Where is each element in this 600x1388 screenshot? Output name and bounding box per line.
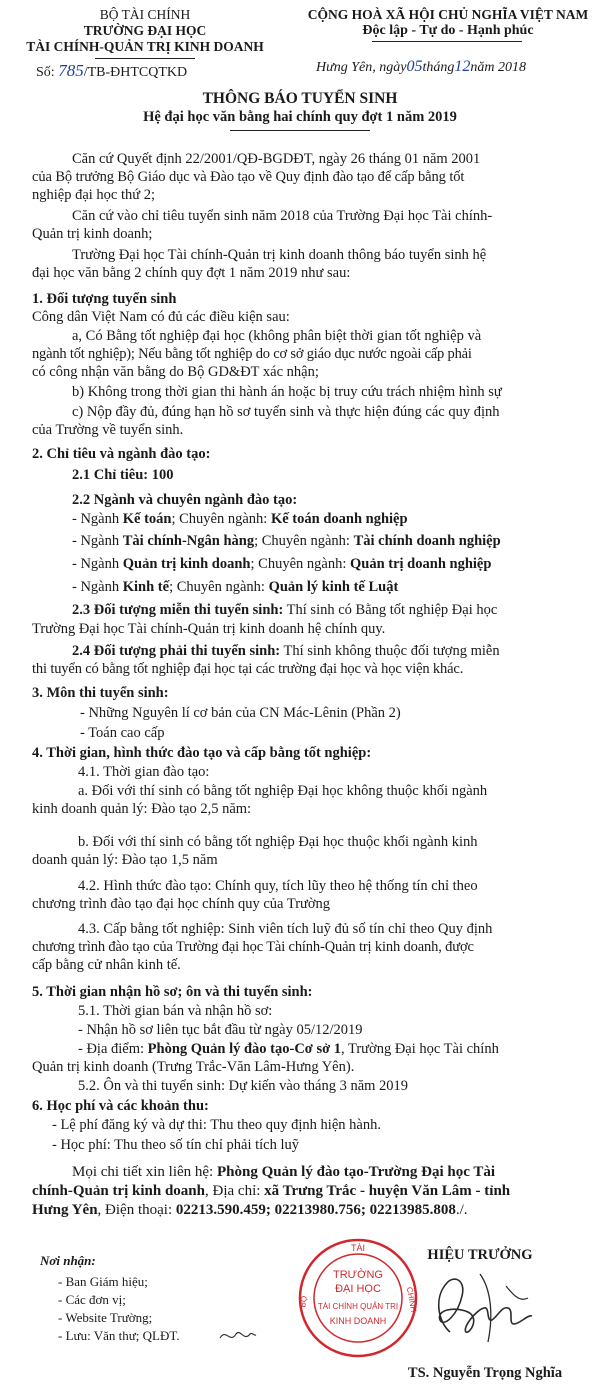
major-prefix: - Ngành xyxy=(72,511,123,527)
seal-line-1: TRƯỜNG xyxy=(333,1269,383,1281)
fee-item: - Học phí: Thu theo số tín chỉ phải tích luỹ xyxy=(52,1137,300,1153)
contact-address-label: , Địa chỉ: xyxy=(205,1183,265,1199)
document-number xyxy=(36,62,187,82)
specialization-name: Quản trị doanh nghiệp xyxy=(349,556,492,572)
preamble-line: Trường Đại học Tài chính-Quản trị kinh doanh thông báo tuyển sinh hệ xyxy=(72,247,487,263)
preamble-line: Căn cứ vào chỉ tiêu tuyển sinh năm 2018 của Trường Đại học Tài chính- xyxy=(72,208,493,224)
specialization-name: Kế toán doanh nghiệp xyxy=(270,511,408,527)
majors-heading: 2.2 Ngành và chuyên ngành đào tạo: xyxy=(72,492,298,508)
exam-subject: - Những Nguyên lí cơ bản của CN Mác-Lênin (Phần 2) xyxy=(80,705,401,721)
contact-address: xã Trưng Trắc - huyện Văn Lâm - tỉnh xyxy=(264,1183,511,1199)
nation-name: CỘNG HOÀ XÃ HỘI CHỦ NGHĨA VIỆT NAM xyxy=(307,7,589,22)
number-value: 785 xyxy=(58,61,84,80)
exempt-text: Thí sinh có Bằng tốt nghiệp Đại học xyxy=(283,602,498,618)
application-place-2: Quản trị kinh doanh (Trưng Trắc-Văn Lâm-Hưng Yên). xyxy=(32,1059,355,1075)
major-mid: ; Chuyên ngành: xyxy=(171,511,271,527)
major-item xyxy=(72,578,398,596)
official-seal xyxy=(296,1236,420,1360)
major-item xyxy=(72,532,501,550)
issue-date xyxy=(316,58,526,77)
condition-a-line: có công nhận văn bằng do Bộ GD&ĐT xác nhận; xyxy=(32,364,319,380)
training-form-line: chương trình đào tạo đại học chính quy của Trường xyxy=(32,896,331,912)
application-place xyxy=(78,1040,499,1058)
ministry-name: BỘ TÀI CHÍNH xyxy=(99,7,191,22)
seal-line-2: ĐẠI HỌC xyxy=(335,1283,381,1295)
section-1-heading: 1. Đối tượng tuyển sinh xyxy=(32,291,177,307)
major-mid: ; Chuyên ngành: xyxy=(169,579,269,595)
major-prefix: - Ngành xyxy=(72,533,123,549)
exempt-line-2: Trường Đại học Tài chính-Quản trị kinh doanh hệ chính quy. xyxy=(32,621,386,637)
preamble-line: đại học văn bằng 2 chính quy đợt 1 năm 2019 như sau: xyxy=(32,265,351,281)
initials-mark xyxy=(218,1326,258,1346)
header-left-underline xyxy=(95,58,195,59)
contact-line-1 xyxy=(72,1163,495,1181)
handwritten-signature xyxy=(410,1262,560,1354)
date-suffix: năm 2018 xyxy=(470,60,526,75)
section-1-intro: Công dân Việt Nam có đủ các điều kiện sau: xyxy=(32,309,290,325)
application-time: 5.1. Thời gian bán và nhận hồ sơ: xyxy=(78,1003,273,1019)
exam-text: Thí sinh không thuộc đối tượng miễn xyxy=(280,643,500,659)
major-name: Tài chính-Ngân hàng xyxy=(122,533,255,549)
major-prefix: - Ngành xyxy=(72,556,123,572)
date-mid: tháng xyxy=(422,60,455,75)
section-5-heading: 5. Thời gian nhận hồ sơ; ôn và thi tuyển sinh: xyxy=(32,984,313,1000)
condition-c-line: của Trường về tuyển sinh. xyxy=(32,422,184,438)
training-form-line: 4.2. Hình thức đào tạo: Chính quy, tích lũy theo hệ thống tín chỉ theo xyxy=(78,878,478,894)
seal-top: TÀI xyxy=(350,1243,366,1253)
contact-prefix: Mọi chi tiết xin liên hệ: xyxy=(72,1164,217,1180)
exam-line-2: thi tuyển có bằng tốt nghiệp đại học tại các trường đại học và học viện khác. xyxy=(32,661,464,677)
major-name: Quản trị kinh doanh xyxy=(122,556,251,572)
recipient-item: - Website Trường; xyxy=(58,1310,153,1325)
condition-a-line: a, Có Bằng tốt nghiệp đại học (không phân biệt thời gian tốt nghiệp và xyxy=(72,328,482,344)
contact-end: ./. xyxy=(455,1202,468,1218)
signer-name: TS. Nguyễn Trọng Nghĩa xyxy=(407,1365,563,1381)
major-prefix: - Ngành xyxy=(72,579,123,595)
condition-b: b) Không trong thời gian thi hành án hoặc bị truy cứu trách nhiệm hình sự xyxy=(72,384,502,400)
major-mid: ; Chuyên ngành: xyxy=(250,556,350,572)
school-name-line2: TÀI CHÍNH-QUẢN TRỊ KINH DOANH xyxy=(26,39,264,54)
recipient-item: - Các đơn vị; xyxy=(58,1292,126,1307)
training-a-line: kinh doanh quản lý: Đào tạo 2,5 năm: xyxy=(32,801,252,817)
place-office: Phòng Quản lý đào tạo-Cơ sở 1 xyxy=(147,1041,341,1057)
training-b-line: doanh quản lý: Đào tạo 1,5 năm xyxy=(32,852,218,868)
training-a-line: a. Đối với thí sinh có bằng tốt nghiệp Đại học không thuộc khối ngành xyxy=(78,783,488,799)
degree-line: 4.3. Cấp bằng tốt nghiệp: Sinh viên tích luỹ đủ số tín chỉ theo Quy định xyxy=(78,921,493,937)
date-day: 05 xyxy=(406,58,423,75)
date-prefix: Hưng Yên, ngày xyxy=(316,60,407,75)
degree-line: cấp bằng cử nhân kinh tế. xyxy=(32,957,181,973)
preamble-line: Quản trị kinh doanh; xyxy=(32,226,153,242)
preamble-line: Căn cứ Quyết định 22/2001/QĐ-BGDĐT, ngày 26 tháng 01 năm 2001 xyxy=(72,151,481,167)
section-4-heading: 4. Thời gian, hình thức đào tạo và cấp bằng tốt nghiệp: xyxy=(32,745,372,761)
condition-c-line: c) Nộp đầy đủ, đúng hạn hồ sơ tuyển sinh và thực hiện đúng các quy định xyxy=(72,404,500,420)
seal-right: CHÍNH xyxy=(404,1286,419,1313)
signer-role: HIỆU TRƯỞNG xyxy=(427,1247,533,1263)
school-name-line1: TRƯỜNG ĐẠI HỌC xyxy=(83,23,207,38)
contact-line-3 xyxy=(32,1201,468,1219)
national-motto: Độc lập - Tự do - Hạnh phúc xyxy=(362,23,534,38)
recipient-item: - Lưu: Văn thư; QLĐT. xyxy=(58,1328,180,1343)
section-2-heading: 2. Chỉ tiêu và ngành đào tạo: xyxy=(32,446,211,462)
major-mid: ; Chuyên ngành: xyxy=(254,533,354,549)
exam-schedule: 5.2. Ôn và thi tuyển sinh: Dự kiến vào tháng 3 năm 2019 xyxy=(78,1078,409,1094)
place-rest: , Trường Đại học Tài chính xyxy=(341,1041,499,1057)
section-6-heading: 6. Học phí và các khoản thu: xyxy=(32,1098,209,1114)
specialization-name: Tài chính doanh nghiệp xyxy=(353,533,501,549)
recipient-item: - Ban Giám hiệu; xyxy=(58,1274,148,1289)
contact-phone-label: , Điện thoại: xyxy=(97,1202,176,1218)
contact-phones: 02213.590.459; 02213980.756; 02213985.808 xyxy=(175,1202,456,1218)
major-name: Kế toán xyxy=(122,511,172,527)
degree-line: chương trình đào tạo của Trường đại học Tài chính-Quản trị kinh doanh, được xyxy=(32,939,474,955)
preamble-line: của Bộ trưởng Bộ Giáo dục và Đào tạo về Quy định đào tạo để cấp bằng tốt xyxy=(32,169,465,185)
seal-line-4: KINH DOANH xyxy=(329,1316,387,1326)
exam-subject: - Toán cao cấp xyxy=(80,725,165,741)
motto-underline xyxy=(372,41,522,42)
major-item xyxy=(72,510,408,528)
contact-office: Phòng Quản lý đào tạo-Trường Đại học Tài xyxy=(216,1164,496,1180)
major-name: Kinh tế xyxy=(122,579,170,595)
number-prefix: Số: xyxy=(36,65,55,80)
exam-line xyxy=(72,642,500,660)
quota: 2.1 Chỉ tiêu: 100 xyxy=(72,467,174,483)
contact-line-2 xyxy=(32,1182,510,1200)
exempt-label: 2.3 Đối tượng miễn thi tuyển sinh: xyxy=(72,602,284,618)
exempt-line xyxy=(72,601,497,619)
receive-date: - Nhận hồ sơ liên tục bắt đầu từ ngày 05/12/2019 xyxy=(78,1022,363,1038)
contact-province: Hưng Yên xyxy=(32,1202,98,1218)
condition-a-line: ngành tốt nghiệp); Nếu bằng tốt nghiệp do cơ sở giáo dục nước ngoài cấp phải xyxy=(32,346,472,362)
training-b-line: b. Đối với thí sinh có bằng tốt nghiệp Đại học thuộc khối ngành kinh xyxy=(78,834,478,850)
exam-label: 2.4 Đối tượng phải thi tuyển sinh: xyxy=(72,643,281,659)
section-3-heading: 3. Môn thi tuyển sinh: xyxy=(32,685,169,701)
date-month: 12 xyxy=(454,58,471,75)
place-prefix: - Địa điểm: xyxy=(78,1041,148,1057)
title-underline xyxy=(230,130,370,131)
major-item xyxy=(72,555,491,573)
training-time: 4.1. Thời gian đào tạo: xyxy=(78,764,210,780)
fee-item: - Lệ phí đăng ký và dự thi: Thu theo quy định hiện hành. xyxy=(52,1117,381,1133)
recipients-heading: Nơi nhận: xyxy=(40,1253,96,1268)
seal-left: BỘ xyxy=(298,1295,309,1309)
document-subtitle: Hệ đại học văn bằng hai chính quy đợt 1 năm 2019 xyxy=(143,109,457,125)
contact-school: chính-Quản trị kinh doanh xyxy=(32,1183,205,1199)
preamble-line: nghiệp đại học thứ 2; xyxy=(32,187,156,203)
specialization-name: Quản lý kinh tế Luật xyxy=(268,579,399,595)
seal-line-3: TÀI CHÍNH QUẢN TRỊ xyxy=(317,1302,399,1311)
document-title: THÔNG BÁO TUYỂN SINH xyxy=(202,90,398,107)
number-suffix: /TB-ĐHTCQTKD xyxy=(83,65,188,80)
